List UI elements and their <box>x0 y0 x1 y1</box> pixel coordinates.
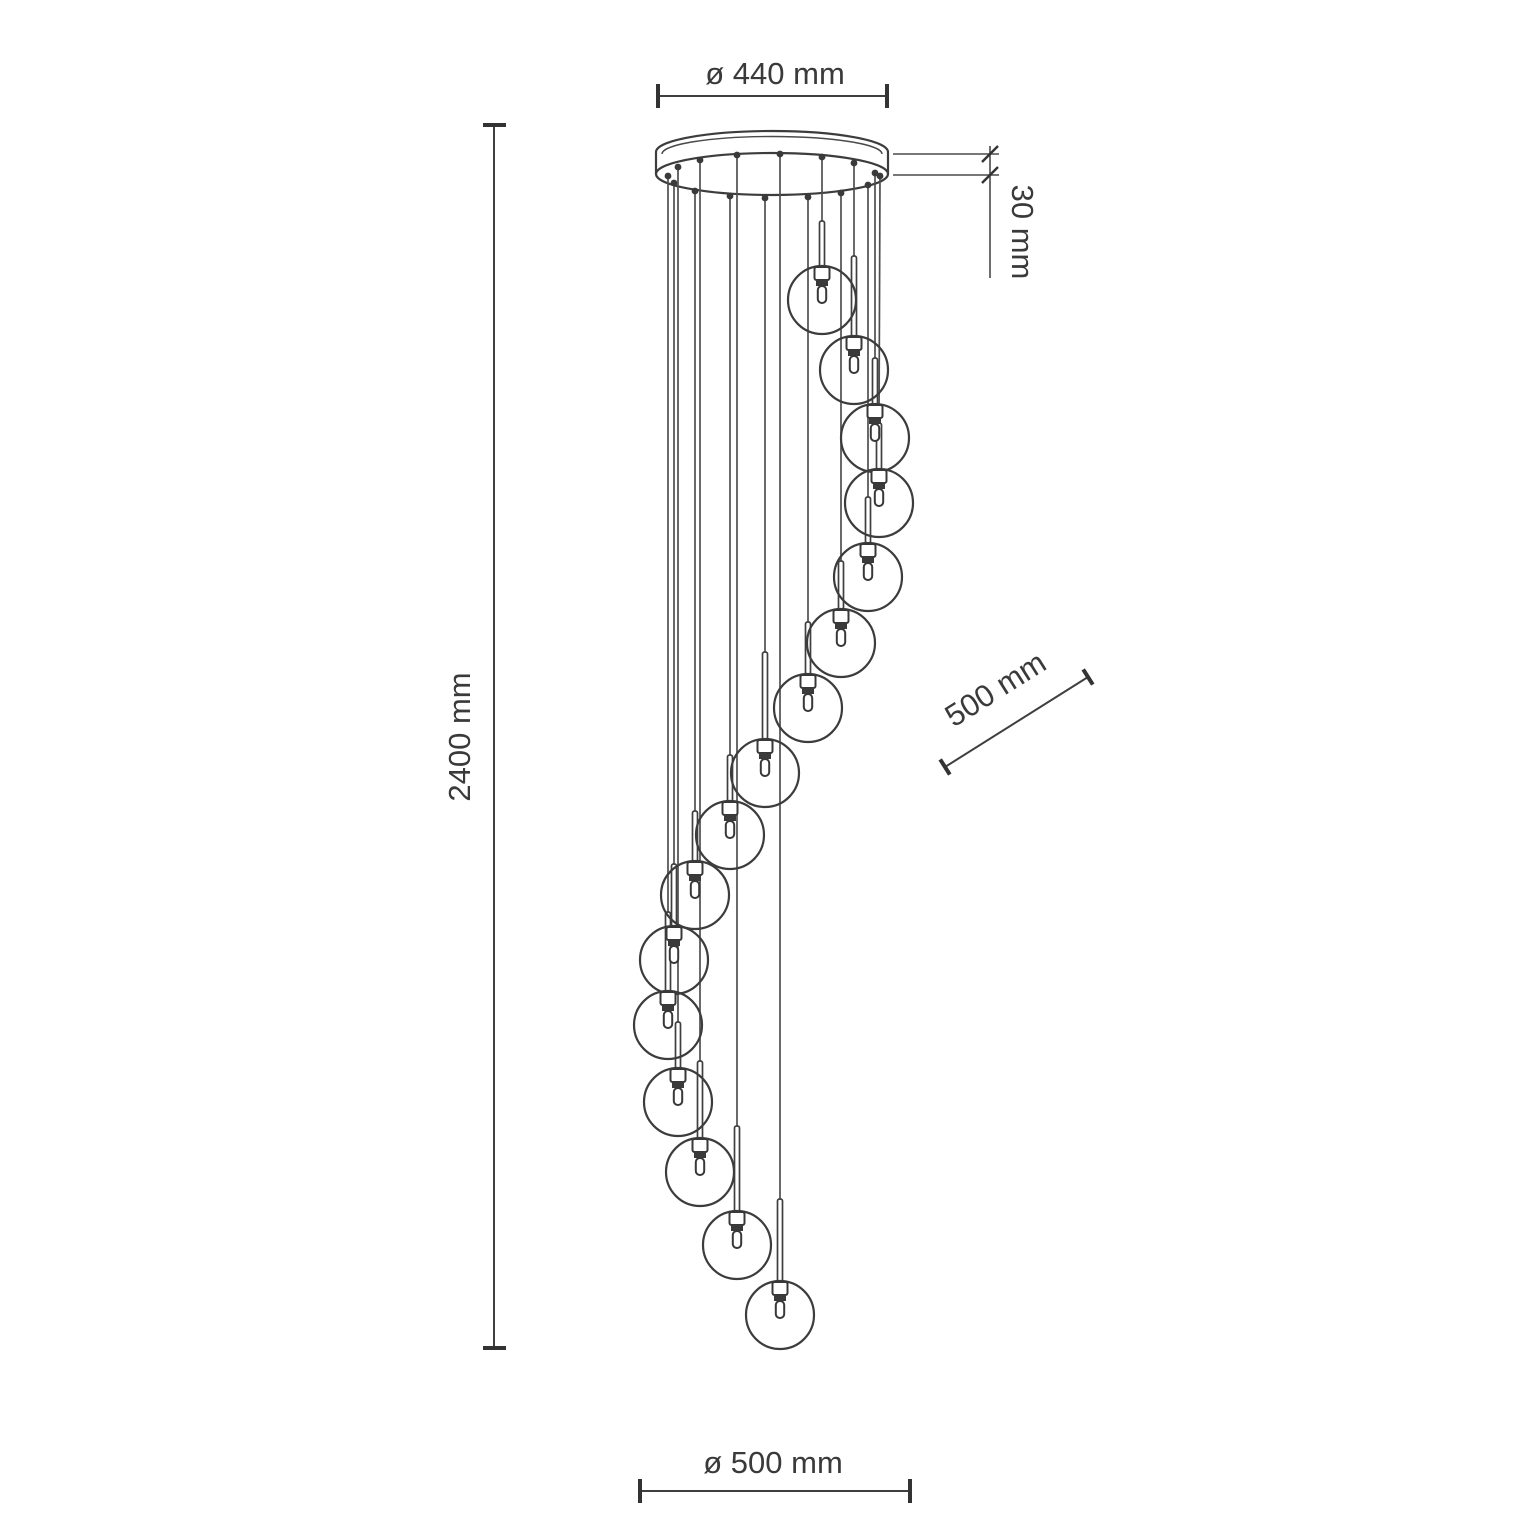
canopy-attachment-dot <box>838 190 845 197</box>
dimension-end-tick <box>1083 669 1093 684</box>
socket-cap <box>723 802 738 815</box>
pendant-stem-rod <box>839 561 844 611</box>
bulb-neck <box>864 563 872 580</box>
bulb-neck <box>761 759 769 776</box>
canopy-attachment-dot <box>727 193 734 200</box>
bottom-diameter-label: ø 500 mm <box>703 1445 843 1480</box>
bulb-neck <box>664 1011 672 1028</box>
pendant-stem-rod <box>820 221 825 268</box>
spread-diagonal-dimension <box>939 644 1093 774</box>
canopy-attachment-dot <box>805 194 812 201</box>
dimension-end-tick <box>940 759 950 774</box>
bulb-neck <box>818 286 826 303</box>
canopy-attachment-dot <box>762 195 769 202</box>
spread-diagonal-label: 500 mm <box>938 644 1053 734</box>
socket-cap <box>688 862 703 875</box>
canopy-attachment-dot <box>865 182 872 189</box>
socket-cap <box>872 470 887 483</box>
bulb-neck <box>691 881 699 898</box>
pendant-stem-rod <box>676 1022 681 1070</box>
pendant-cord <box>879 176 880 426</box>
pendant-stem-rod <box>778 1199 783 1283</box>
bulb-neck <box>837 629 845 646</box>
bulb-neck <box>875 489 883 506</box>
pendant-stem-rod <box>735 1126 740 1213</box>
socket-cap <box>758 740 773 753</box>
suspension-cords-layer <box>666 154 882 1283</box>
socket-cap <box>661 992 676 1005</box>
canopy-attachment-dot <box>692 188 699 195</box>
canopy-attachment-dot <box>819 154 826 161</box>
bottom-diameter-dimension <box>640 1445 910 1503</box>
bulb-neck <box>850 356 858 373</box>
bulb-neck <box>776 1301 784 1318</box>
canopy-attachment-dot <box>734 152 741 159</box>
pendant-stem-rod <box>866 497 871 545</box>
socket-cap <box>801 675 816 688</box>
socket-cap <box>861 544 876 557</box>
pendant-stem-rod <box>672 864 677 928</box>
pendant-stem-rod <box>763 652 768 741</box>
socket-cap <box>773 1282 788 1295</box>
canopy-thickness-label: 30 mm <box>1005 184 1040 280</box>
socket-cap <box>868 405 883 418</box>
top-diameter-dimension <box>658 56 887 108</box>
socket-cap <box>693 1139 708 1152</box>
bulb-neck <box>674 1088 682 1105</box>
bulb-neck <box>670 946 678 963</box>
canopy-attachment-dot <box>675 164 682 171</box>
total-height-dimension <box>442 125 506 1348</box>
canopy-thickness-dimension <box>893 146 1040 279</box>
canopy-attachment-dot <box>697 157 704 164</box>
bulb-neck <box>871 424 879 441</box>
socket-cap <box>815 267 830 280</box>
canopy-attachment-dot <box>877 173 884 180</box>
socket-cap <box>730 1212 745 1225</box>
canopy-attachment-dot <box>665 173 672 180</box>
bulb-neck <box>696 1158 704 1175</box>
socket-cap <box>834 610 849 623</box>
socket-cap <box>667 927 682 940</box>
canopy-inner-lip <box>662 137 882 155</box>
bulb-neck <box>804 694 812 711</box>
bulb-neck <box>733 1231 741 1248</box>
canopy-attachment-dot <box>777 151 784 158</box>
canopy-attachment-dot <box>851 160 858 167</box>
canopy-attachment-dot <box>671 180 678 187</box>
socket-cap <box>671 1069 686 1082</box>
total-height-label: 2400 mm <box>442 672 477 802</box>
canopy-diameter-label: ø 440 mm <box>705 56 845 91</box>
bulb-neck <box>726 821 734 838</box>
socket-cap <box>847 337 862 350</box>
